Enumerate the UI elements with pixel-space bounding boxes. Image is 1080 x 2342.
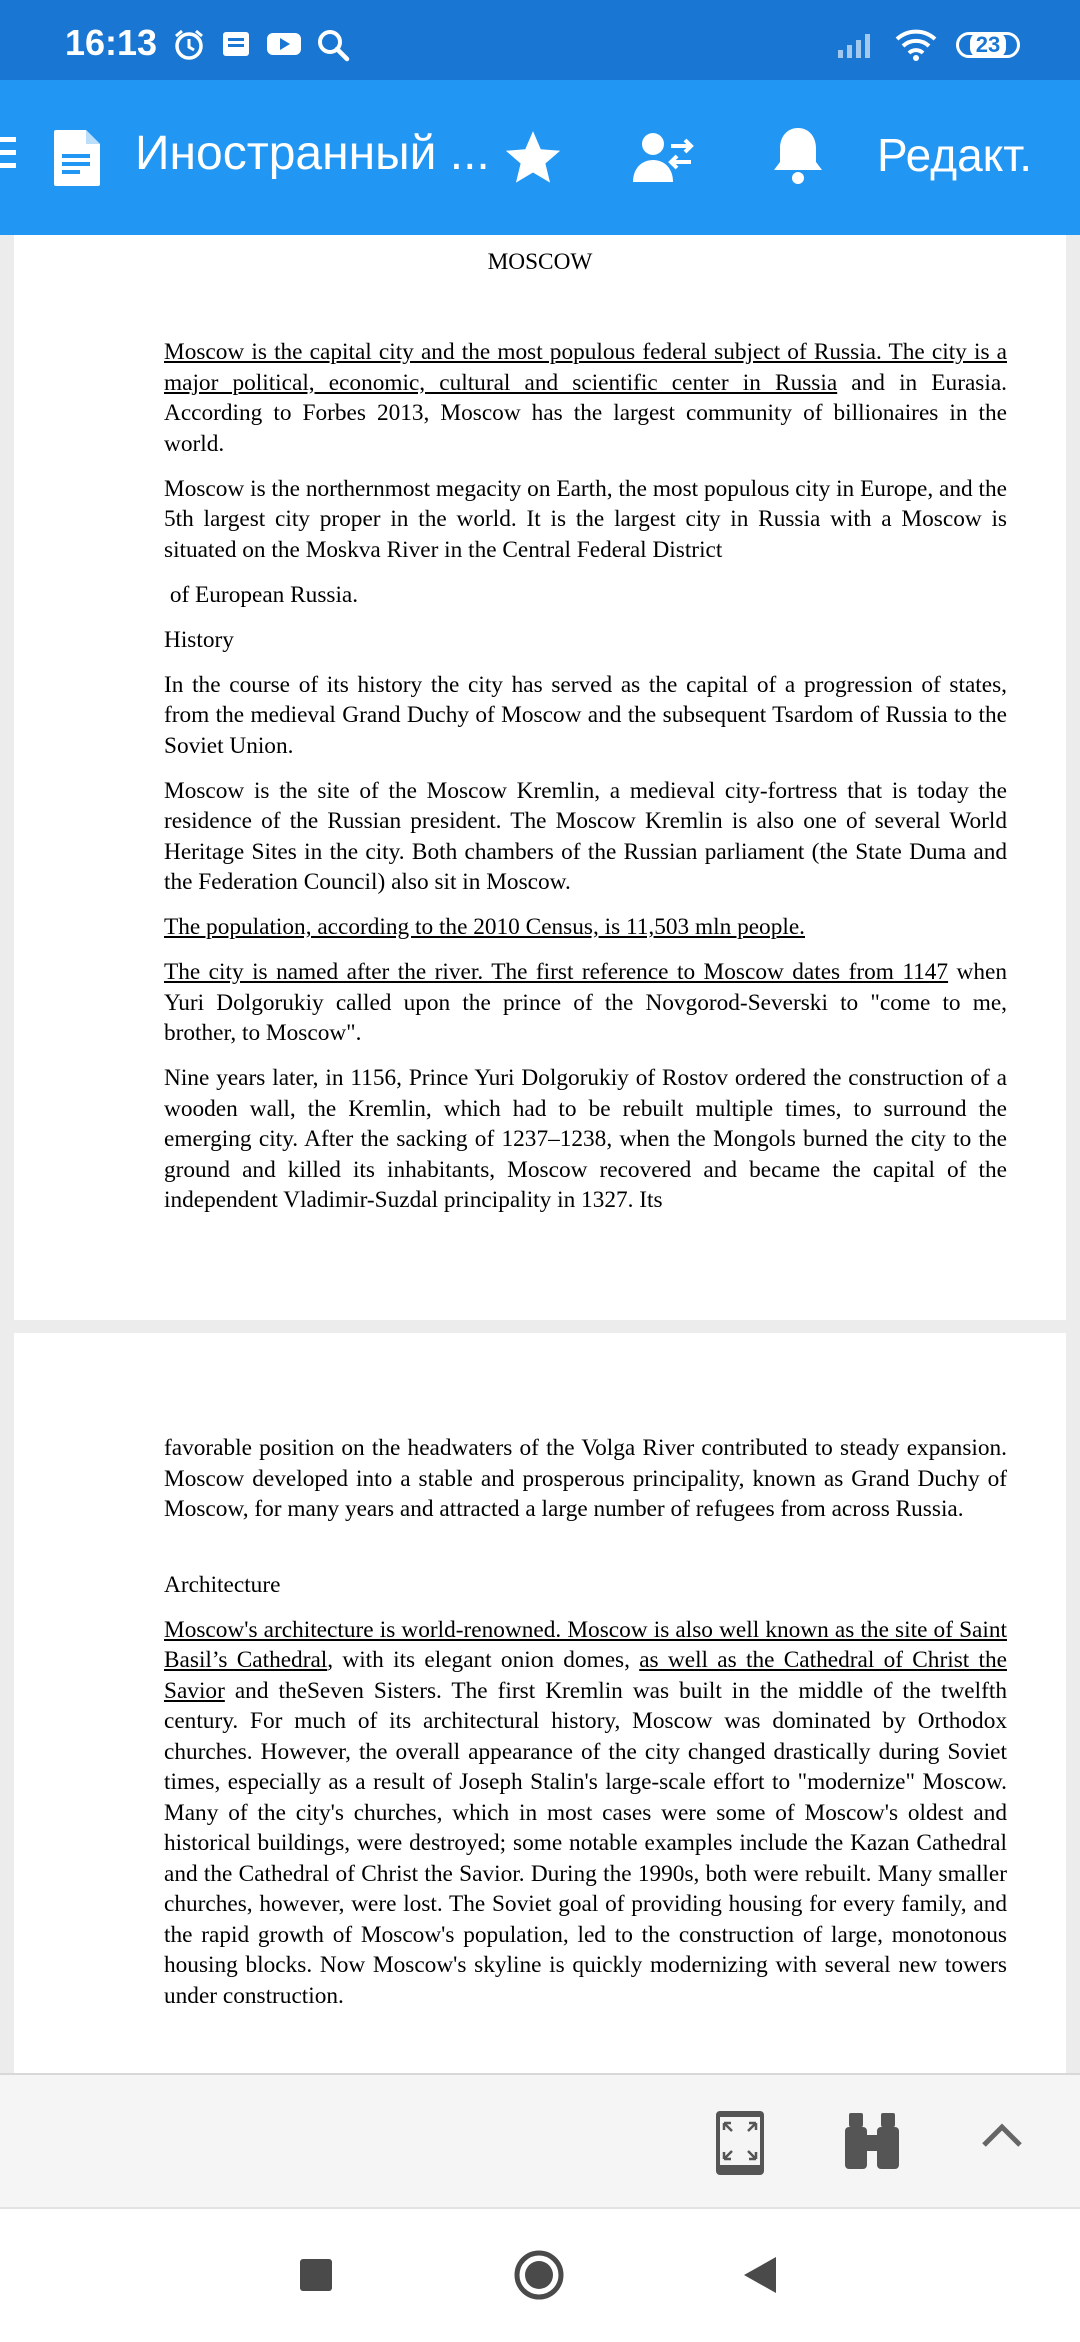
find-binoculars-icon[interactable] [843, 2111, 901, 2171]
paragraph [164, 957, 1007, 1049]
document-page-1 [14, 235, 1066, 1320]
fullscreen-icon[interactable] [714, 2109, 766, 2177]
underlined-text: The city is named after the river. The first reference to Moscow dates from 1147 [164, 959, 949, 985]
status-icons-right [836, 28, 1020, 62]
paragraph: In the course of its history the city has served as the capital of a progression of states, from the medieval Grand Duchy of Moscow and the subsequent Tsardom of Russia to the Soviet Union. [164, 671, 1007, 759]
underlined-text: The population, according to the 2010 Census, is 11,503 mln people. [164, 914, 805, 940]
signal-icon [836, 30, 876, 60]
notes-icon [220, 28, 252, 60]
chevron-up-icon[interactable] [980, 2119, 1024, 2149]
home-icon[interactable] [513, 2249, 565, 2301]
paragraph: Moscow is the site of the Moscow Kremlin, a medieval city-fortress that is today the residence of the Russian president. The Moscow Kremlin is also one of several World Heritage Sites in the city. Both chambers of the Russian parliament (the State Duma and the Federation Council) also sit in Moscow. [164, 777, 1007, 895]
alarm-icon [172, 28, 206, 62]
underlined-text: Moscow's architecture is world-renowned. Moscow is also well known as the site of Saint Basil’s Cathedral [164, 1616, 1007, 1673]
paragraph: of European Russia. [164, 581, 359, 608]
youtube-icon [266, 28, 302, 60]
underlined-text: as well as the Cathedral of Christ the Savior [164, 1647, 1007, 1704]
document-title: Иностранный ... [135, 127, 490, 180]
text-run: and theSeven Sisters. The first Kremlin was built in the middle of the twelfth century. For much of its architectural history, Moscow was dominated by Orthodox churches. However, the overall appearance of the city changed drastically during Soviet times, especially as a result of Joseph Stalin's large-scale effort to "modernize" Moscow. Many of the city's churches, which in most cases were some of Moscow's oldest and historical buildings, were destroyed; some notable examples include the Kazan Cathedral and the Cathedral of Christ the Savior. During the 1990s, both were rebuilt. Many smaller churches, however, were lost. The Soviet goal of providing housing for every family, and the rapid growth of Moscow's population, led to the construction of large, monotonous housing blocks. Now Moscow's skyline is quickly modernizing with several new towers under construction. [164, 1677, 1007, 2009]
text-run: when Yuri Dolgorukiy called upon the prince of the Novgorod-Severski to "come to me, brother, to Moscow". [164, 959, 1007, 1046]
section-heading-history: History [164, 626, 234, 653]
share-user-icon[interactable] [633, 130, 695, 186]
system-nav-bar [0, 2207, 1080, 2342]
search-icon [316, 28, 350, 62]
wifi-icon [894, 28, 938, 62]
underlined-text: Moscow is the capital city and the most populous federal subject of Russia. The city is a major political, economic, cultural and scientific center in Russia [164, 339, 1007, 396]
text-run: and in Eurasia. According to Forbes 2013, Moscow has the largest community of billionaires in the world. [164, 369, 1007, 457]
menu-icon[interactable] [0, 137, 18, 176]
paragraph [164, 912, 1007, 943]
document-heading: MOSCOW [487, 249, 593, 275]
recents-icon[interactable] [300, 2259, 332, 2291]
battery-level: 23 [970, 32, 1006, 58]
paragraph [164, 1615, 1007, 2012]
back-icon[interactable] [742, 2255, 778, 2295]
text-run: , with its elegant onion domes, [327, 1647, 640, 1673]
paragraph: favorable position on the headwaters of the Volga River contributed to steady expansion. Moscow developed into a stable and prosperous principality, known as Grand Duchy of Moscow, for many years and attracted a large number of refugees from across Russia. [164, 1435, 1007, 1522]
status-icons-left [172, 28, 350, 62]
bell-icon[interactable] [772, 124, 824, 186]
app-bar [0, 80, 1080, 235]
battery-indicator [956, 32, 1020, 58]
page-1-text [164, 337, 1007, 1230]
paragraph: Moscow is the northernmost megacity on Earth, the most populous city in Europe, and the 5th largest city proper in the world. It is the largest city in Russia with a Moscow is situated on the Moskva River in the Central Federal District [164, 475, 1007, 563]
status-bar [0, 0, 1080, 80]
edit-button[interactable]: Редакт. [877, 129, 1033, 181]
star-icon[interactable] [502, 126, 564, 188]
paragraph [164, 337, 1007, 459]
section-heading-architecture: Architecture [164, 1571, 281, 1598]
bottom-toolbar [0, 2073, 1080, 2207]
document-page-2 [14, 1333, 1066, 2073]
status-time: 16:13 [65, 22, 158, 63]
page-2-text [164, 1433, 1007, 2026]
paragraph: Nine years later, in 1156, Prince Yuri Dolgorukiy of Rostov ordered the construction of a wooden wall, the Kremlin, which had to be rebuilt multiple times, to surround the emerging city. After the sacking of 1237–1238, when the Mongols burned the city to the ground and killed its inhabitants, Moscow recovered and became the capital of the independent Vladimir-Suzdal principality in 1327. Its [164, 1065, 1007, 1213]
document-icon [52, 128, 102, 188]
